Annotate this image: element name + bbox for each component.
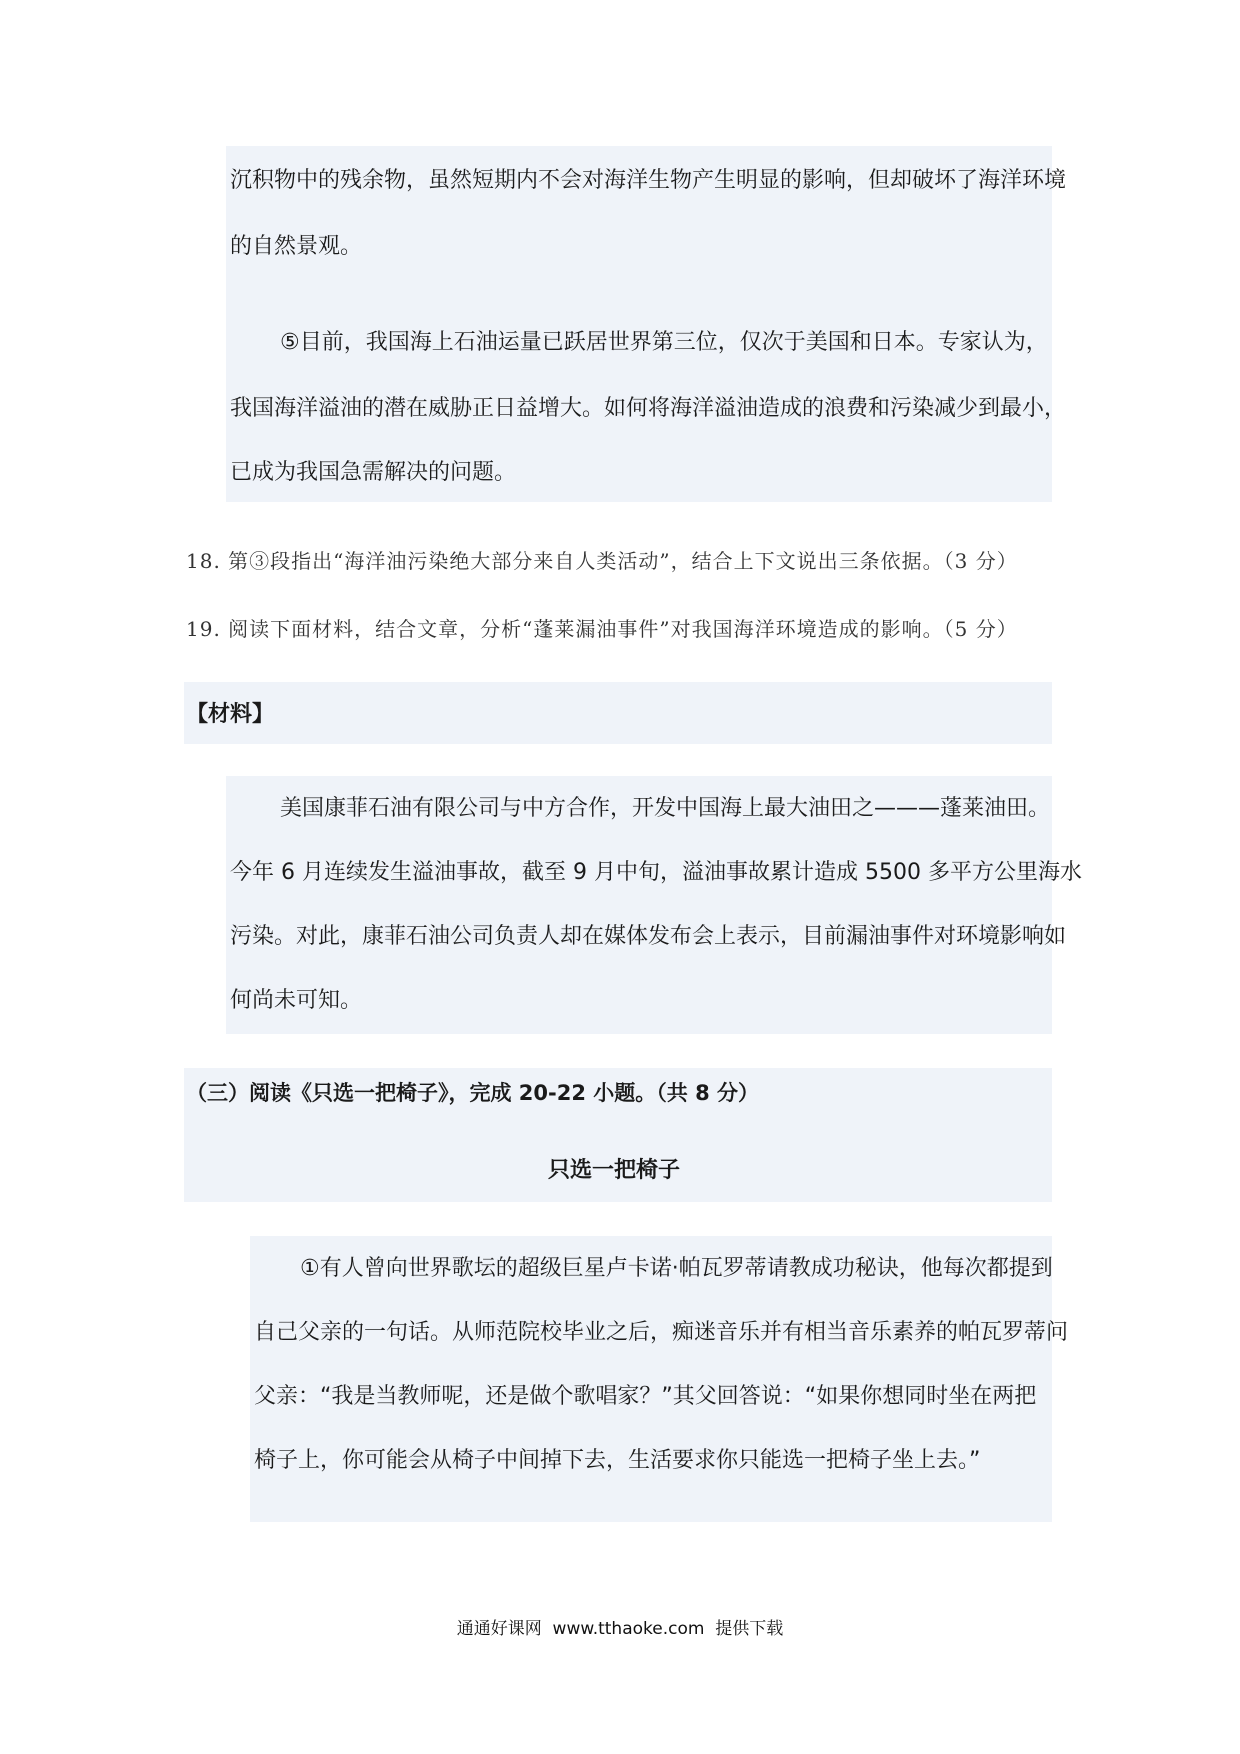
passage2-line: ①有人曾向世界歌坛的超级巨星卢卡诺·帕瓦罗蒂请教成功秘诀，他每次都提到 <box>300 1256 1053 1281</box>
passage2-line: 自己父亲的一句话。从师范院校毕业之后，痴迷音乐并有相当音乐素养的帕瓦罗蒂问 <box>254 1320 1069 1345</box>
passage2-line: 父亲：“我是当教师呢，还是做个歌唱家？”其父回答说：“如果你想同时坐在两把 <box>254 1384 1037 1409</box>
question-18: 18. 第③段指出“海洋油污染绝大部分来自人类活动”，结合上下文说出三条依据。（3 分） <box>186 549 1018 573</box>
passage2-line: 椅子上，你可能会从椅子中间掉下去，生活要求你只能选一把椅子坐上去。” <box>254 1448 981 1473</box>
material-line: 今年 6 月连续发生溢油事故，截至 9 月中旬，溢油事故累计造成 5500 多平方公里海水 <box>230 860 1082 885</box>
footer-credit: 通通好课网 www.tthaoke.com 提供下载 <box>456 1619 784 1639</box>
passage1-line: ⑤目前，我国海上石油运量已跃居世界第三位，仅次于美国和日本。专家认为， <box>280 330 1048 355</box>
material-line: 何尚未可知。 <box>230 988 363 1013</box>
question-19: 19. 阅读下面材料，结合文章，分析“蓬莱漏油事件”对我国海洋环境造成的影响。（5 分） <box>186 617 1018 641</box>
article-title: 只选一把椅子 <box>548 1158 681 1183</box>
passage1-line: 沉积物中的残余物，虽然短期内不会对海洋生物产生明显的影响，但却破坏了海洋环境 <box>230 168 1067 193</box>
material-line: 污染。对此，康菲石油公司负责人却在媒体发布会上表示，目前漏油事件对环境影响如 <box>230 924 1067 949</box>
material-line: 美国康菲石油有限公司与中方合作，开发中国海上最大油田之———蓬莱油田。 <box>280 796 1051 821</box>
material-heading: 【材料】 <box>186 702 275 727</box>
passage1-line: 的自然景观。 <box>230 234 363 259</box>
passage1-line: 我国海洋溢油的潜在威胁正日益增大。如何将海洋溢油造成的浪费和污染减少到最小， <box>230 396 1067 421</box>
passage1-line: 已成为我国急需解决的问题。 <box>230 460 517 485</box>
passage1-box <box>226 146 1052 502</box>
section3-heading: （三）阅读《只选一把椅子》，完成 20-22 小题。（共 8 分） <box>186 1081 760 1105</box>
material-heading-box <box>184 682 1052 744</box>
